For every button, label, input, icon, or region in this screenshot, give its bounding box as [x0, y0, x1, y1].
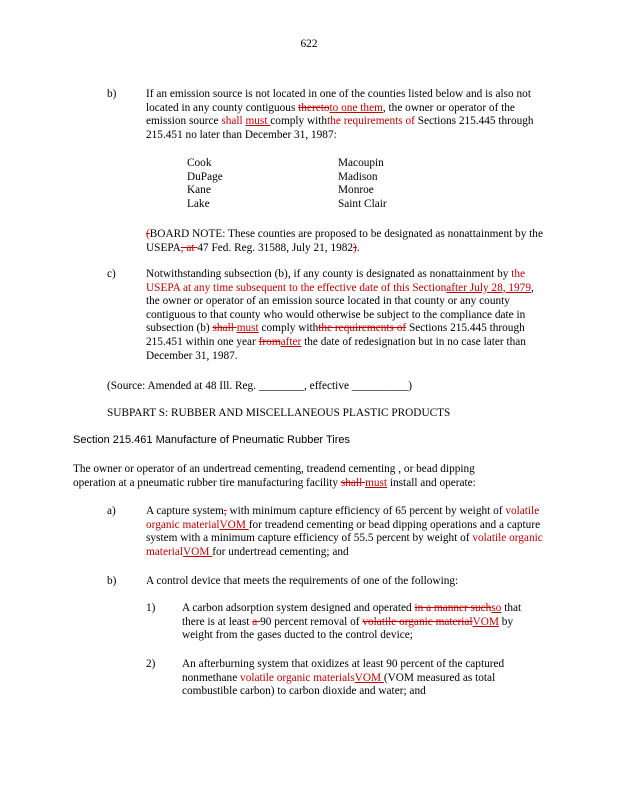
- county-name: Cook: [187, 157, 212, 169]
- para-c-label: c): [107, 268, 116, 280]
- item-b: A control device that meets the requirements of one of the following:: [146, 575, 459, 587]
- sub-1: A carbon adsorption system designed and operated in a manner suchso that there is at least a 90 percent removal of volatile organic materialVOM by weight from the gases ducted to the control device;: [182, 602, 522, 642]
- item-a-label: a): [107, 505, 116, 517]
- county-name: Madison: [338, 170, 378, 183]
- county-name: Lake: [187, 197, 210, 210]
- county-list-left: [187, 157, 223, 211]
- subpart-heading: SUBPART S: RUBBER AND MISCELLANEOUS PLASTIC PRODUCTS: [107, 407, 451, 419]
- sub-1-label: 1): [146, 602, 156, 614]
- source-note: (Source: Amended at 48 Ill. Reg. ________, effective __________): [107, 380, 413, 392]
- section-heading: Section 215.461 Manufacture of Pneumatic Rubber Tires: [73, 434, 350, 446]
- sub-2-label: 2): [146, 658, 156, 670]
- item-b-label: b): [107, 575, 117, 587]
- county-name: Macoupin: [338, 157, 384, 169]
- para-b-label: b): [107, 88, 117, 100]
- item-a: A capture system, with minimum capture efficiency of 65 percent by weight of volatile organic materialVOM for treadend cementing or bead dipping operations and a capture system with a minimum capture efficiency of 55.5 percent by weight of volatile organic materialVOM for undertread cementing; and: [146, 505, 543, 558]
- section-intro: The owner or operator of an undertread cementing, treadend cementing , or bead dipping operation at a pneumatic rubber tire manufacturing facility shall must install and operate:: [73, 463, 476, 489]
- county-list-right: [338, 157, 387, 211]
- county-name: Monroe: [338, 184, 374, 197]
- county-name: DuPage: [187, 170, 223, 183]
- sub-2: An afterburning system that oxidizes at least 90 percent of the captured nonmethane volatile organic materialsVOM (VOM measured as total combustible carbon) to carbon dioxide and water; and: [182, 658, 505, 698]
- board-note: (BOARD NOTE: These counties are proposed to be designated as nonattainment by the USEPA, at 47 Fed. Reg. 31588, July 21, 1982).: [146, 228, 543, 254]
- para-c: Notwithstanding subsection (b), if any county is designated as nonattainment by the USEPA at any time subsequent to the effective date of this Sectionafter July 28, 1979, the owner or operator of an emission source located in that county or any county contiguous to that county who would otherwise be subject to the compliance date in subsection (b) shall must comply withthe requirements of Sections 215.445 through 215.451 within one year fromafter the date of redesignation but in no case later than December 31, 1987.: [146, 268, 534, 362]
- page-number: 622: [300, 38, 318, 50]
- county-name: Saint Clair: [338, 197, 387, 210]
- para-b: If an emission source is not located in one of the counties listed below and is also not located in any county contiguous theretoto one them, the owner or operator of the emission source shall must comply withthe requirements of Sections 215.445 through 215.451 no later than December 31, 1987:: [146, 88, 534, 141]
- county-name: Kane: [187, 184, 211, 197]
